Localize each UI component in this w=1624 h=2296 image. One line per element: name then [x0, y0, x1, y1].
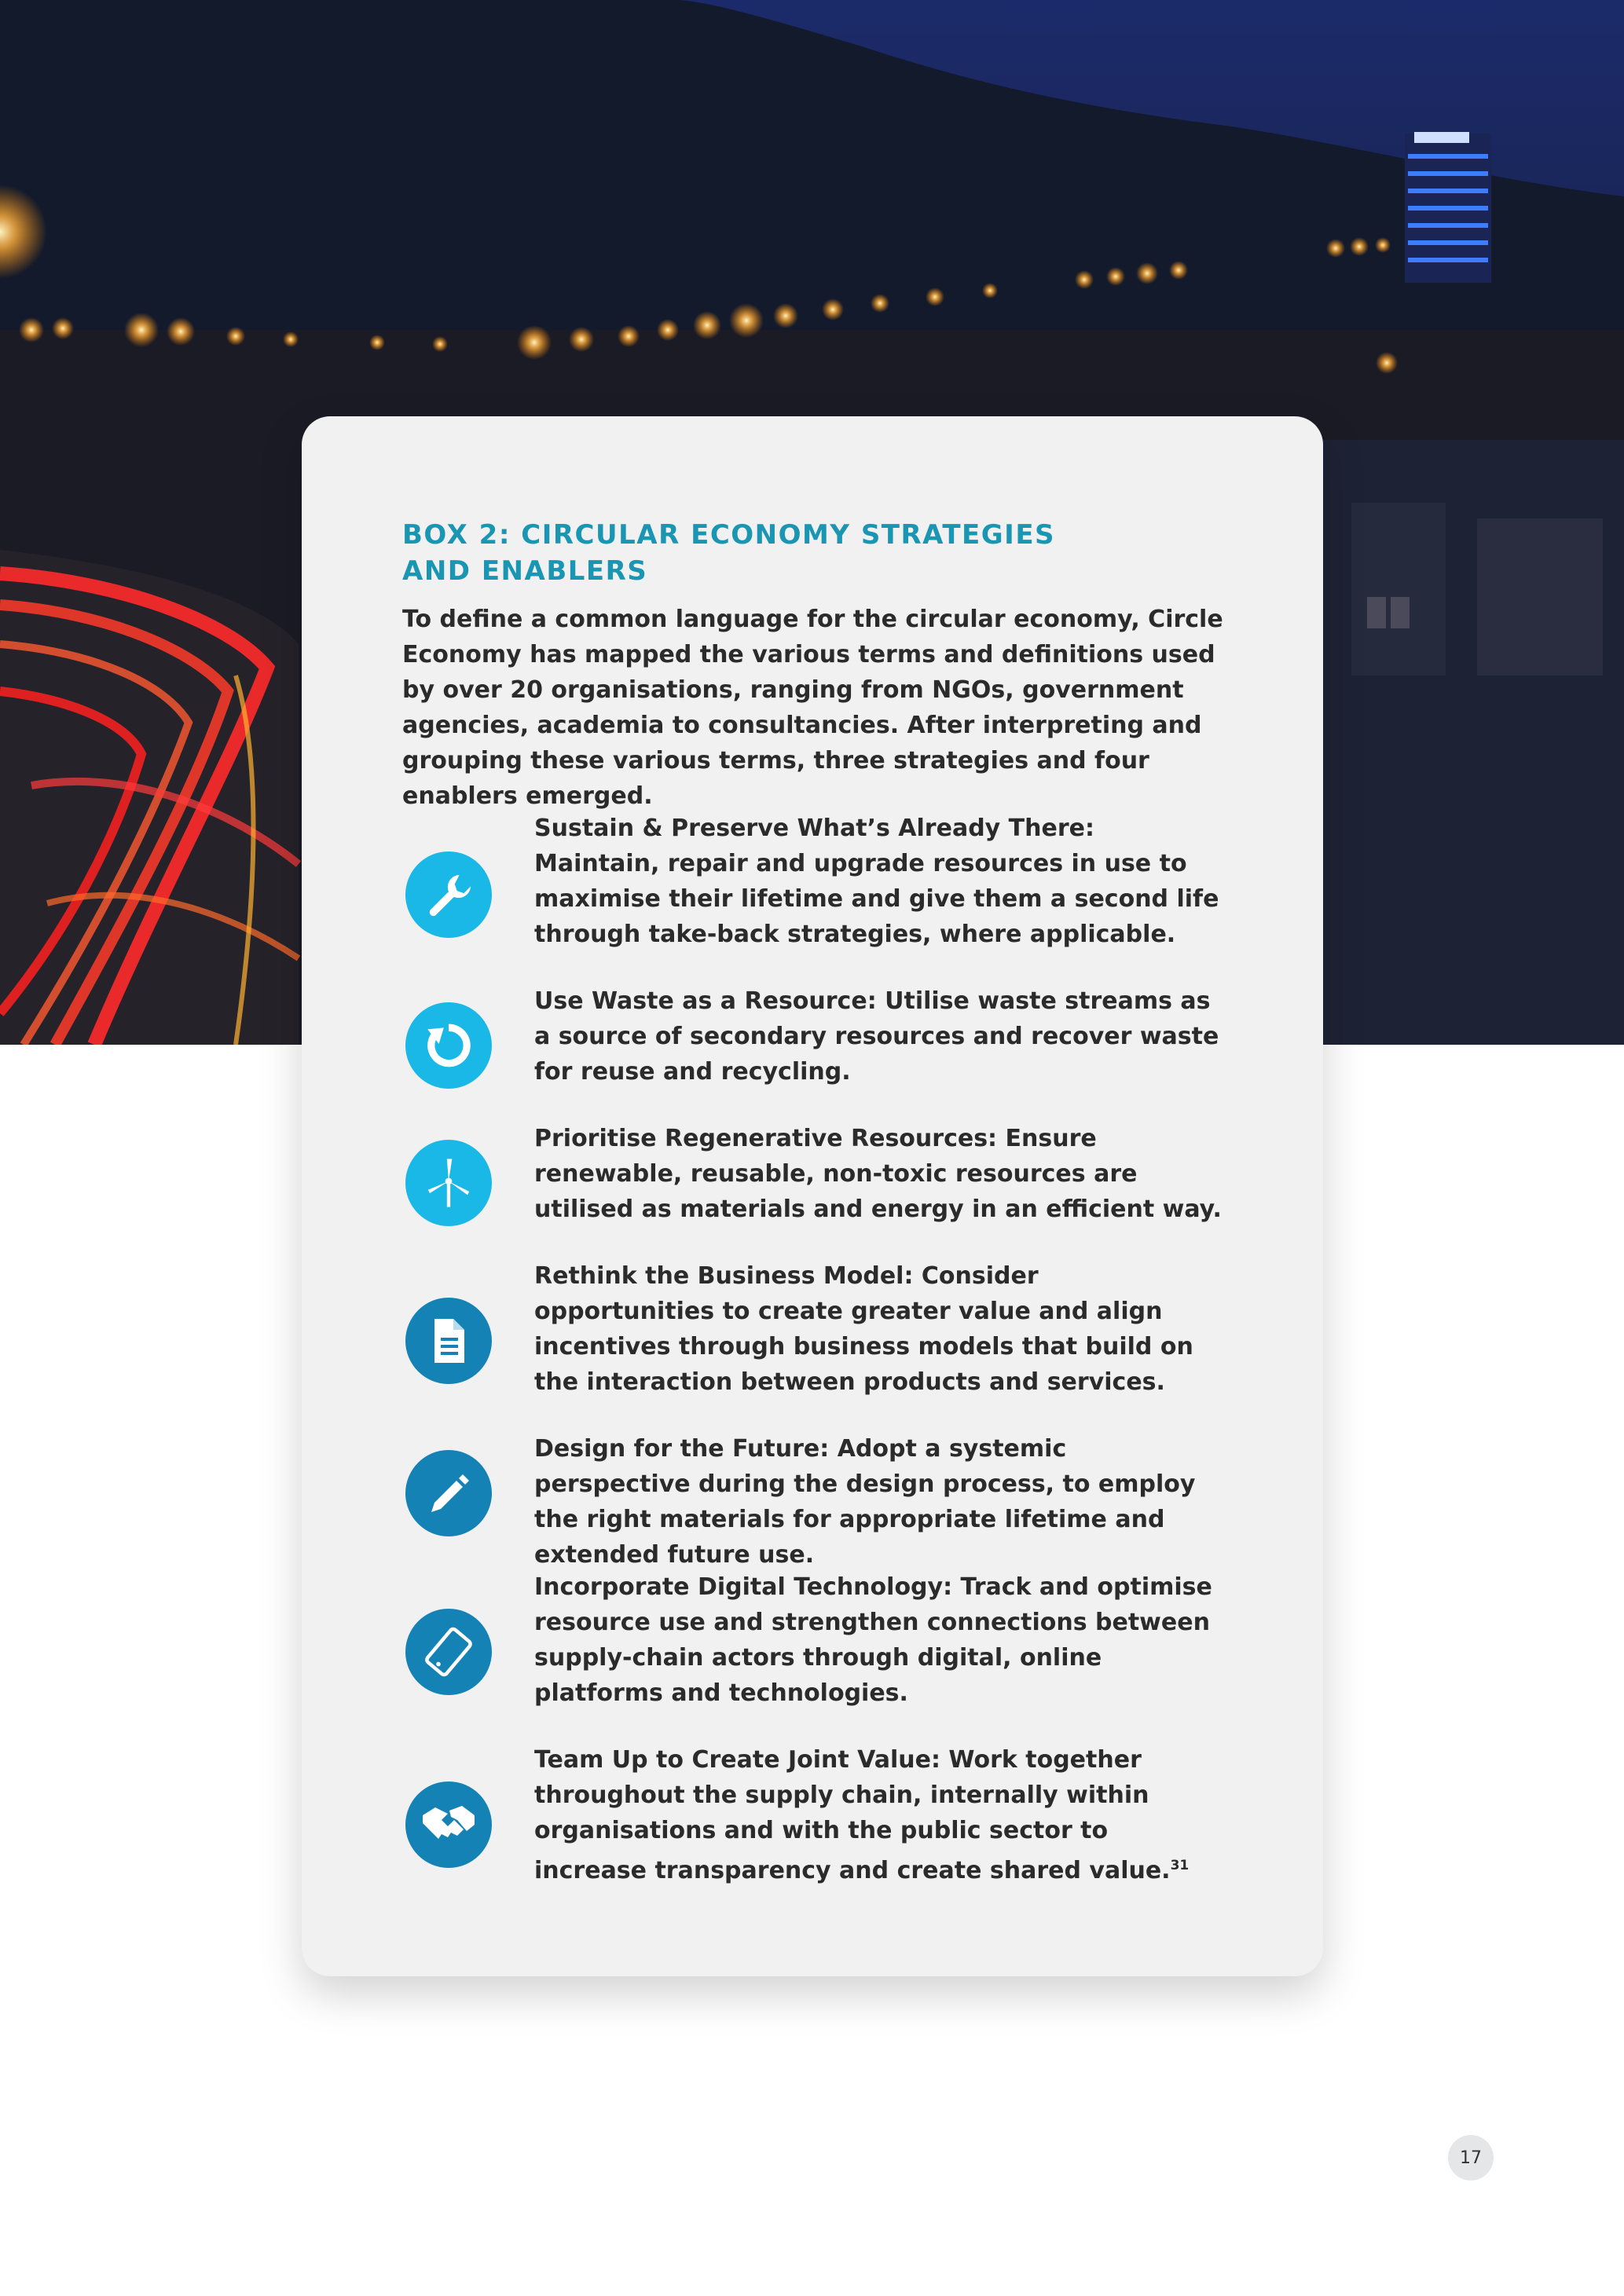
enabler-text-body: Team Up to Create Joint Value: Work together throughout the supply chain, internally within organisations and with the public sector to increase transparency and create shared value. — [534, 1746, 1171, 1884]
wrench-icon — [405, 851, 492, 938]
pencil-icon — [405, 1450, 492, 1536]
enabler-text: Design for the Future: Adopt a systemic perspective during the design process, to employ the right materials for appropriate lifetime and extended future use. — [534, 1435, 1196, 1569]
strategy-text: Use Waste as a Resource: Utilise waste streams as a source of secondary resources and recover waste for reuse and recycling. — [534, 987, 1219, 1086]
enabler-text: Incorporate Digital Technology: Track and optimise resource use and strengthen connections between supply-chain actors through digital, online platforms and technologies. — [534, 1573, 1212, 1707]
strategy-text: Prioritise Regenerative Resources: Ensure renewable, reusable, non-toxic resources are utilised as materials and energy in an efficient way. — [534, 1125, 1222, 1223]
smartphone-icon — [405, 1609, 492, 1695]
recycle-arrow-icon — [405, 1002, 492, 1089]
box-title-line-1: BOX 2: CIRCULAR ECONOMY STRATEGIES — [402, 519, 1056, 551]
box-intro: To define a common language for the circular economy, Circle Economy has mapped the various terms and definitions used by over 20 organisations, ranging from NGOs, government agencies, academia to consultancies. After interpreting and grouping these various terms, three strategies and four enablers emerged. — [402, 606, 1223, 810]
page-number: 17 — [1448, 2135, 1494, 2181]
box-title-line-2: AND ENABLERS — [402, 555, 648, 587]
document-icon — [405, 1298, 492, 1384]
handshake-icon — [405, 1782, 492, 1868]
strategy-text: Sustain & Preserve What’s Already There: Maintain, repair and upgrade resources in use to maximise their lifetime and give them a second life through take-back strategies, where applicable. — [534, 815, 1219, 948]
box-title — [402, 517, 1188, 589]
footnote-ref: 31 — [1170, 1858, 1190, 1873]
wind-turbine-icon — [405, 1140, 492, 1226]
enabler-text — [534, 1742, 1226, 1888]
box-card — [302, 416, 1323, 1976]
enabler-text: Rethink the Business Model: Consider opportunities to create greater value and align incentives through business models that build on the interaction between products and services. — [534, 1262, 1193, 1396]
